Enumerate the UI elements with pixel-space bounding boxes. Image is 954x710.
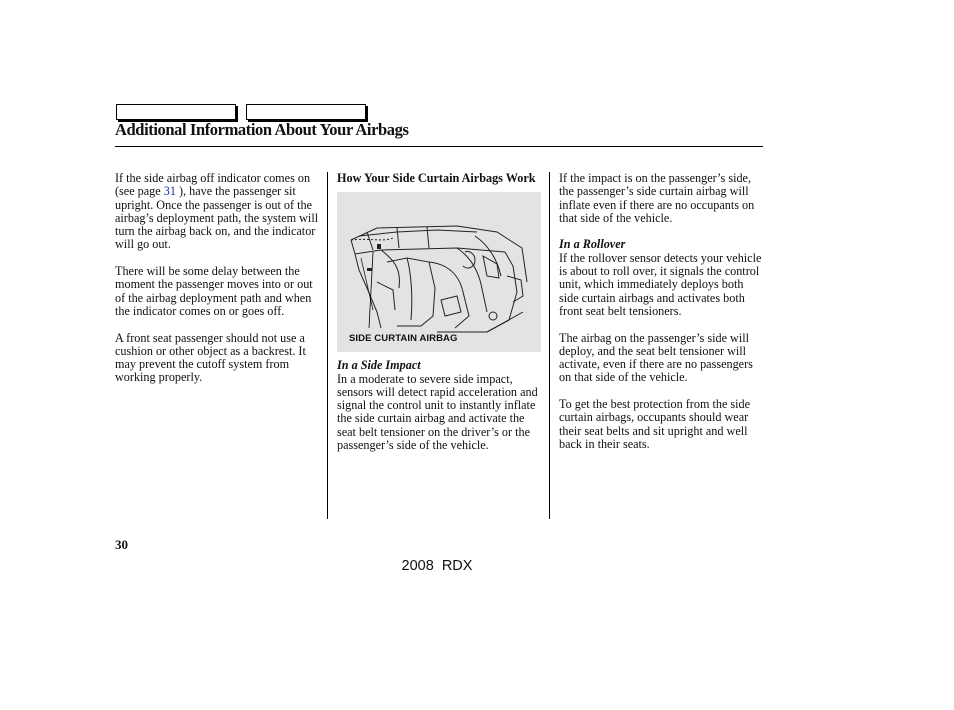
nav-button-index[interactable] xyxy=(246,104,366,120)
paragraph-deploy: The airbag on the passenger’s side will deploy, and the seat belt tensioner will activate, even if there are no passengers on that side of the vehicle. xyxy=(559,330,753,385)
footer-model: 2008 RDX xyxy=(401,558,473,574)
page-link-31[interactable]: 31 xyxy=(163,184,176,199)
paragraph-text: ), have the passenger sit upright. Once the passenger is out of the airbag’s deployment path, the system will turn the airbag back on, and the indicator will go out. xyxy=(115,184,319,252)
column-divider xyxy=(549,172,550,519)
paragraph-indicator xyxy=(115,172,321,252)
side-curtain-airbag-figure xyxy=(337,192,541,352)
figure-caption: SIDE CURTAIN AIRBAG xyxy=(349,333,458,345)
column-middle xyxy=(337,172,543,466)
paragraph-text: If the side airbag off indicator comes on (see page xyxy=(115,171,311,199)
column-divider xyxy=(327,172,328,519)
side-impact-heading: In a Side Impact xyxy=(337,358,421,373)
rollover-heading: In a Rollover xyxy=(559,237,626,252)
paragraph-protection: To get the best protection from the side curtain airbags, occupants should wear their seat belts and sit upright and well back in their seats. xyxy=(559,397,751,451)
title-divider xyxy=(115,146,763,147)
car-interior-illustration xyxy=(337,192,541,352)
section-heading: How Your Side Curtain Airbags Work xyxy=(337,171,536,185)
paragraph-passenger-side: If the impact is on the passenger’s side, the passenger’s side curtain airbag will inflate even if there are no occupants on that side of the vehicle. xyxy=(559,171,755,225)
side-impact-text: In a moderate to severe side impact, sensors will detect rapid acceleration and signal the control unit to instantly inflate the side curtain airbag and activate the seat belt tensioner on the driver’s or the passenger’s side of the vehicle. xyxy=(337,371,538,453)
page-number: 30 xyxy=(115,537,128,552)
nav-button-main-menu[interactable] xyxy=(116,104,236,120)
paragraph-cushion: A front seat passenger should not use a cushion or other object as a backrest. It may prevent the cutoff system from working properly. xyxy=(115,330,306,385)
paragraph-delay: There will be some delay between the moment the passenger moves into or out of the airbag deployment path and when the indicator comes on or goes off. xyxy=(115,264,313,318)
column-left xyxy=(115,172,321,398)
rollover-text: If the rollover sensor detects your vehicle is about to roll over, it signals the control unit, which immediately deploys both side curtain airbags and activates both front seat belt tensioners. xyxy=(559,250,762,318)
page-title: Additional Information About Your Airbags xyxy=(115,120,409,139)
column-right xyxy=(559,172,765,465)
